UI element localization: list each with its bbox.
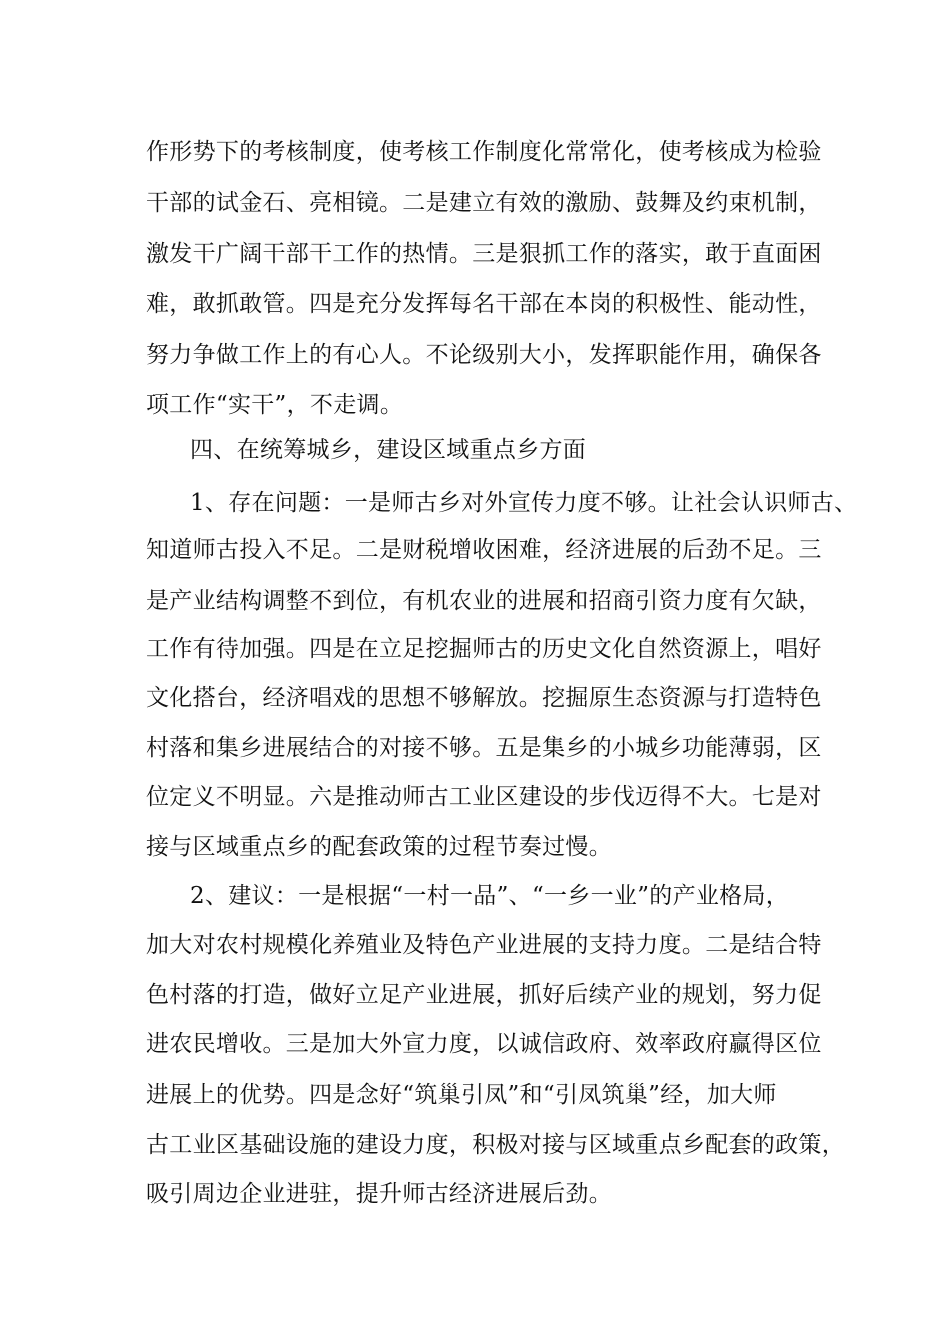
body-text-line: 干部的试金石、亮相镜。二是建立有效的激励、鼓舞及约束机制， <box>146 190 822 216</box>
paragraph-first-line: 2、建议：一是根据“一村一品”、“一乡一业”的产业格局， <box>190 883 790 909</box>
body-text-line: 知道师古投入不足。二是财税增收困难，经济进展的后劲不足。三 <box>146 537 822 563</box>
body-text-line: 文化搭台，经济唱戏的思想不够解放。挖掘原生态资源与打造特色 <box>146 685 822 711</box>
body-text-line: 吸引周边企业进驻，提升师古经济进展后劲。 <box>146 1181 612 1207</box>
body-text-line: 接与区域重点乡的配套政策的过程节奏过慢。 <box>146 834 612 860</box>
section-heading: 四、在统筹城乡，建设区域重点乡方面 <box>190 437 587 463</box>
body-text-line: 工作有待加强。四是在立足挖掘师古的历史文化自然资源上，唱好 <box>146 636 822 662</box>
body-text-line: 进展上的优势。四是念好“筑巢引凤”和“引凤筑巢”经，加大师 <box>146 1082 777 1108</box>
paragraph-first-line: 1、存在问题：一是师古乡对外宣传力度不够。让社会认识师古、 <box>190 490 858 516</box>
body-text-line: 位定义不明显。六是推动师古工业区建设的步伐迈得不大。七是对 <box>146 784 822 810</box>
body-text-line: 项工作“实干”，不走调。 <box>146 392 404 418</box>
body-text-line: 难，敢抓敢管。四是充分发挥每名干部在本岗的积极性、能动性， <box>146 291 822 317</box>
body-text-line: 是产业结构调整不到位，有机农业的进展和招商引资力度有欠缺， <box>146 588 822 614</box>
body-text-line: 作形势下的考核制度，使考核工作制度化常常化，使考核成为检验 <box>146 139 822 165</box>
body-text-line: 古工业区基础设施的建设力度，积极对接与区域重点乡配套的政策， <box>146 1132 845 1158</box>
body-text-line: 色村落的打造，做好立足产业进展，抓好后续产业的规划，努力促 <box>146 982 822 1008</box>
body-text-line: 村落和集乡进展结合的对接不够。五是集乡的小城乡功能薄弱，区 <box>146 735 822 761</box>
body-text-line: 激发干广阔干部干工作的热情。三是狠抓工作的落实，敢于直面困 <box>146 241 822 267</box>
body-text-line: 进农民增收。三是加大外宣力度，以诚信政府、效率政府赢得区位 <box>146 1031 822 1057</box>
body-text-line: 努力争做工作上的有心人。不论级别大小，发挥职能作用，确保各 <box>146 342 822 368</box>
body-text-line: 加大对农村规模化养殖业及特色产业进展的支持力度。二是结合特 <box>146 932 822 958</box>
